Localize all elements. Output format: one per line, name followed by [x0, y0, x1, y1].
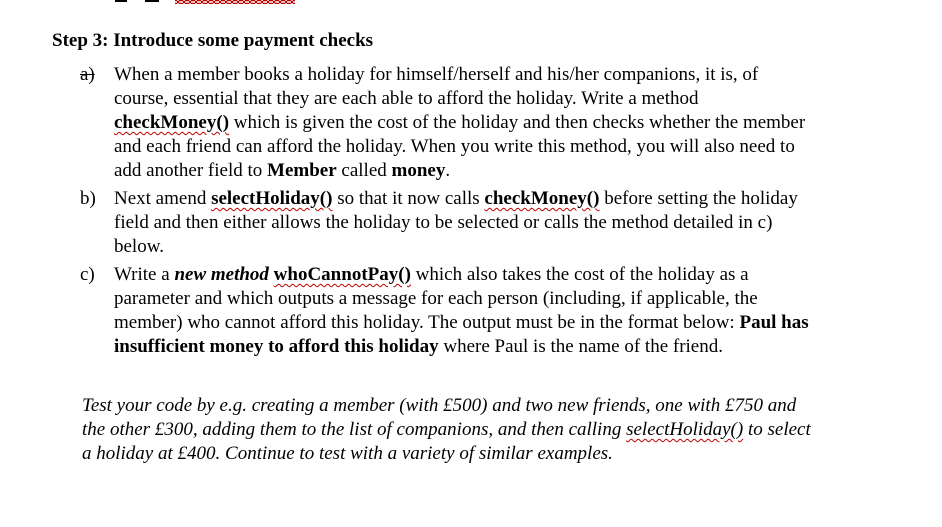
list-item-a — [80, 63, 880, 183]
text-line — [114, 187, 880, 211]
text-line — [114, 263, 880, 287]
text-fragment: the other £300, adding them to the list of companions, and then calling — [82, 419, 627, 440]
field-name-money: money — [391, 160, 446, 181]
text-line — [114, 311, 880, 335]
cropped-glyph — [115, 0, 127, 2]
output-format-text: Paul has — [739, 312, 809, 333]
list-item-b — [80, 187, 880, 259]
cropped-previous-line — [115, 0, 305, 4]
text-fragment: before setting the holiday — [599, 188, 798, 209]
text-fragment: to select — [743, 419, 811, 440]
list-marker-c: c) — [80, 264, 95, 285]
text-line — [114, 159, 880, 183]
list-marker-b: b) — [80, 188, 96, 209]
list-item-c — [80, 263, 880, 359]
code-whocannotpay: whoCannotPay() — [273, 264, 411, 285]
code-selectholiday: selectHoliday() — [211, 188, 333, 209]
text-line: a holiday at £400. Continue to test with a variety of similar examples. — [82, 443, 613, 464]
output-format-text: insufficient money to afford this holiday — [114, 336, 439, 357]
text-fragment: member) who cannot afford this holiday. The output must be in the format below: — [114, 312, 740, 333]
class-name-member: Member — [267, 160, 337, 181]
text-line — [82, 418, 882, 442]
text-fragment: so that it now calls — [332, 188, 485, 209]
code-checkmoney: checkMoney() — [484, 188, 600, 209]
code-selectholiday: selectHoliday() — [626, 419, 744, 440]
emphasis-new-method: new method — [174, 264, 269, 285]
cropped-glyph — [145, 0, 159, 2]
text-line: Test your code by e.g. creating a member (with £500) and two new friends, one with £750 and — [82, 395, 797, 416]
text-fragment: called — [336, 160, 392, 181]
text-fragment: Write a — [114, 264, 175, 285]
text-fragment: which is given the cost of the holiday and then checks whether the member — [229, 112, 806, 133]
text-line: When a member books a holiday for himself/herself and his/her companions, it is, of — [114, 64, 759, 85]
text-line: parameter and which outputs a message for each person (including, if applicable, the — [114, 288, 758, 309]
list-item-a-text — [114, 63, 880, 183]
text-fragment: add another field to — [114, 160, 268, 181]
list-marker-a: a) — [80, 64, 95, 85]
list-item-b-text — [114, 187, 880, 259]
text-line: and each friend can afford the holiday. When you write this method, you will also need to — [114, 136, 795, 157]
text-fragment: . — [445, 160, 451, 181]
step-heading: Step 3: Introduce some payment checks — [52, 30, 374, 51]
text-line — [114, 335, 880, 359]
code-checkmoney: checkMoney() — [114, 112, 230, 133]
text-line — [114, 111, 880, 135]
text-line: below. — [114, 236, 164, 257]
text-line: field and then either allows the holiday to be selected or calls the method detailed in c) — [114, 212, 773, 233]
text-line: course, essential that they are each able to afford the holiday. Write a method — [114, 88, 699, 109]
test-instructions — [82, 394, 882, 466]
text-fragment: which also takes the cost of the holiday as a — [410, 264, 749, 285]
list-item-c-text — [114, 263, 880, 359]
text-fragment: where Paul is the name of the friend. — [438, 336, 723, 357]
spellcheck-underline — [175, 0, 295, 4]
text-fragment: Next amend — [114, 188, 212, 209]
